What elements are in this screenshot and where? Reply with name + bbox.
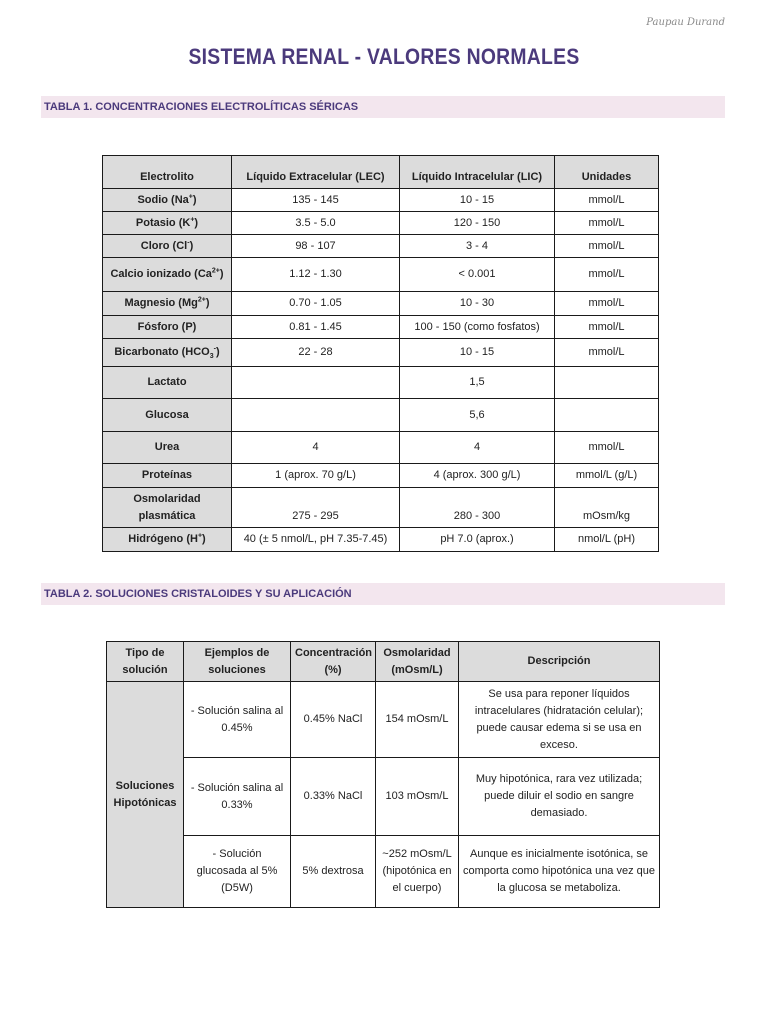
electrolyte-name <box>103 316 232 339</box>
ion-charge: - <box>187 238 190 246</box>
unit-value: mmol/L <box>555 292 659 316</box>
unit-value <box>555 367 659 399</box>
table-row <box>103 339 659 367</box>
solution-concentration: 5% dextrosa <box>291 836 376 908</box>
electrolyte-label: Bicarbonato (HCO <box>114 346 210 358</box>
col-header-concentration: Concentración (%) <box>291 642 376 682</box>
label-tail: ) <box>189 239 194 252</box>
unit-value: mOsm/kg <box>555 488 659 528</box>
electrolyte-name <box>103 464 232 488</box>
table-row <box>103 292 659 316</box>
solution-osmolarity: 103 mOsm/L <box>376 758 459 836</box>
col-header-units: Unidades <box>555 156 659 189</box>
electrolyte-name <box>103 488 232 528</box>
electrolyte-label: Osmolaridad plasmática <box>133 493 201 522</box>
lic-value: 4 <box>400 432 555 464</box>
label-tail: ) <box>215 346 220 358</box>
label-tail: ) <box>202 533 206 545</box>
table-row <box>103 488 659 528</box>
electrolyte-name <box>103 339 232 367</box>
electrolyte-label: Hidrógeno (H <box>128 533 198 545</box>
table-row <box>103 528 659 552</box>
solution-osmolarity: 154 mOsm/L <box>376 682 459 758</box>
table-row <box>103 212 659 235</box>
author-signature: Paupau Durand <box>646 17 725 28</box>
unit-value: mmol/L <box>555 339 659 367</box>
lec-value: 98 - 107 <box>232 235 400 258</box>
ion-charge: + <box>197 532 203 540</box>
col-header-description: Descripción <box>459 642 660 682</box>
ion-charge: + <box>190 215 195 223</box>
lic-value: pH 7.0 (aprox.) <box>400 528 555 552</box>
table-row <box>103 399 659 432</box>
lic-value: < 0.001 <box>400 258 555 292</box>
label-tail: ) <box>219 268 224 280</box>
col-header-lec: Líquido Extracelular (LEC) <box>232 156 400 189</box>
electrolyte-label: Lactato <box>147 376 187 388</box>
unit-value: mmol/L <box>555 316 659 339</box>
electrolyte-label: Fósforo (P) <box>137 320 197 333</box>
ion-charge: 2+ <box>197 296 206 304</box>
label-tail: ) <box>205 297 210 309</box>
lic-value: 3 - 4 <box>400 235 555 258</box>
electrolyte-label: Cloro (Cl <box>140 239 188 252</box>
unit-value <box>555 399 659 432</box>
lic-value: 1,5 <box>400 367 555 399</box>
lic-value: 280 - 300 <box>400 488 555 528</box>
electrolyte-name <box>103 367 232 399</box>
table-row <box>107 836 660 908</box>
table-row <box>103 258 659 292</box>
lic-value: 10 - 15 <box>400 339 555 367</box>
table-row <box>103 432 659 464</box>
subscript: 3 <box>209 353 214 361</box>
label-tail: ) <box>192 193 197 206</box>
unit-value: mmol/L (g/L) <box>555 464 659 488</box>
table-row <box>103 235 659 258</box>
electrolyte-name <box>103 399 232 432</box>
electrolyte-name <box>103 235 232 258</box>
solution-example: - Solución salina al 0.33% <box>184 758 291 836</box>
col-header-osmolarity: Osmolaridad (mOsm/L) <box>376 642 459 682</box>
unit-value: mmol/L <box>555 235 659 258</box>
lec-value: 1 (aprox. 70 g/L) <box>232 464 400 488</box>
unit-value: nmol/L (pH) <box>555 528 659 552</box>
electrolyte-label: Calcio ionizado (Ca <box>110 268 212 280</box>
solution-example: - Solución glucosada al 5% (D5W) <box>184 836 291 908</box>
col-header-examples: Ejemplos de soluciones <box>184 642 291 682</box>
lec-value: 4 <box>232 432 400 464</box>
unit-value: mmol/L <box>555 432 659 464</box>
electrolyte-name <box>103 258 232 292</box>
lec-value: 3.5 - 5.0 <box>232 212 400 235</box>
electrolyte-name <box>103 212 232 235</box>
lic-value: 100 - 150 (como fosfatos) <box>400 316 555 339</box>
lec-value: 0.81 - 1.45 <box>232 316 400 339</box>
electrolyte-label: Sodio (Na <box>137 193 189 206</box>
solution-description: Muy hipotónica, rara vez utilizada; puede diluir el sodio en sangre demasiado. <box>459 758 660 836</box>
lic-value: 5,6 <box>400 399 555 432</box>
table-row <box>103 367 659 399</box>
electrolyte-name <box>103 432 232 464</box>
electrolyte-label: Urea <box>154 441 180 453</box>
ion-charge: + <box>188 192 193 200</box>
table2-heading: TABLA 2. SOLUCIONES CRISTALOIDES Y SU APLICACIÓN <box>41 583 725 605</box>
unit-value: mmol/L <box>555 212 659 235</box>
table-row <box>107 758 660 836</box>
lec-value: 0.70 - 1.05 <box>232 292 400 316</box>
unit-value: mmol/L <box>555 189 659 212</box>
electrolyte-name <box>103 528 232 552</box>
table-row <box>103 316 659 339</box>
col-header-type: Tipo de solución <box>107 642 184 682</box>
table-row <box>107 682 660 758</box>
lic-value: 10 - 15 <box>400 189 555 212</box>
solution-description: Se usa para reponer líquidos intracelulares (hidratación celular); puede causar edema si se usa en exceso. <box>459 682 660 758</box>
page-title: SISTEMA RENAL - VALORES NORMALES <box>188 44 580 69</box>
electrolyte-label: Proteínas <box>141 469 193 481</box>
ion-charge: - <box>213 345 216 353</box>
lec-value <box>232 399 400 432</box>
col-header-electrolyte: Electrolito <box>103 156 232 189</box>
solution-example: - Solución salina al 0.45% <box>184 682 291 758</box>
crystalloid-table <box>106 641 660 908</box>
electrolyte-label: Magnesio (Mg <box>124 297 198 309</box>
table-row <box>103 464 659 488</box>
electrolyte-name <box>103 189 232 212</box>
lec-value: 1.12 - 1.30 <box>232 258 400 292</box>
electrolyte-table <box>102 155 659 552</box>
lic-value: 4 (aprox. 300 g/L) <box>400 464 555 488</box>
lic-value: 120 - 150 <box>400 212 555 235</box>
solution-concentration: 0.33% NaCl <box>291 758 376 836</box>
solution-concentration: 0.45% NaCl <box>291 682 376 758</box>
ion-charge: 2+ <box>211 267 220 275</box>
table-row <box>103 189 659 212</box>
lec-value: 135 - 145 <box>232 189 400 212</box>
lec-value: 22 - 28 <box>232 339 400 367</box>
solution-description: Aunque es inicialmente isotónica, se comporta como hipotónica una vez que la glucosa se metaboliza. <box>459 836 660 908</box>
unit-value: mmol/L <box>555 258 659 292</box>
label-tail: ) <box>194 216 199 229</box>
electrolyte-label: Potasio (K <box>135 216 191 229</box>
lic-value: 10 - 30 <box>400 292 555 316</box>
solution-type: Soluciones Hipotónicas <box>107 682 184 908</box>
electrolyte-name <box>103 292 232 316</box>
solution-osmolarity: ~252 mOsm/L (hipotónica en el cuerpo) <box>376 836 459 908</box>
lec-value: 40 (± 5 nmol/L, pH 7.35-7.45) <box>232 528 400 552</box>
electrolyte-label: Glucosa <box>145 408 189 421</box>
lec-value <box>232 367 400 399</box>
lec-value: 275 - 295 <box>232 488 400 528</box>
col-header-lic: Líquido Intracelular (LIC) <box>400 156 555 189</box>
table1-heading: TABLA 1. CONCENTRACIONES ELECTROLÍTICAS SÉRICAS <box>41 96 725 118</box>
